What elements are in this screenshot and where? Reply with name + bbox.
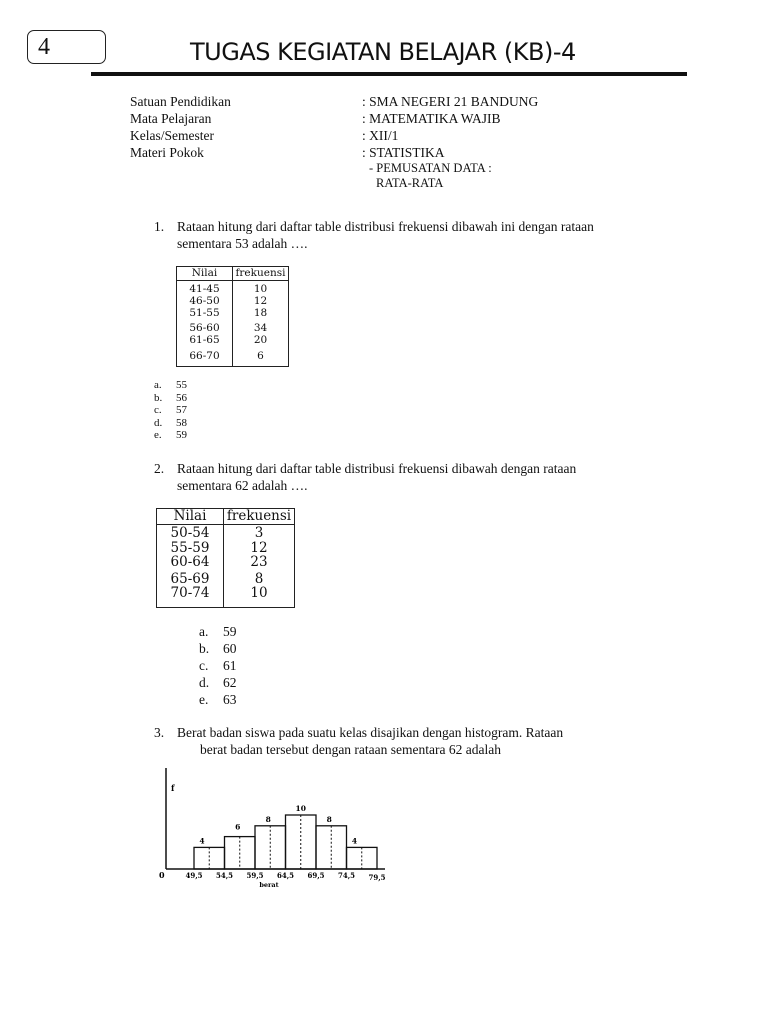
table-cell: 70-74 bbox=[170, 585, 210, 601]
table-cell: 41-45 bbox=[189, 283, 220, 295]
q1-number: 1. bbox=[154, 219, 165, 234]
option-item[interactable]: a. 59 bbox=[199, 624, 237, 639]
q2-number: 2. bbox=[154, 461, 165, 476]
table-cell: 18 bbox=[253, 307, 268, 319]
bar-value-label: 10 bbox=[295, 804, 306, 813]
q2-table bbox=[156, 508, 295, 608]
q2-line: sementara 62 adalah …. bbox=[177, 478, 308, 493]
bar-value-label: 6 bbox=[235, 822, 241, 832]
table-cell: 55-59 bbox=[170, 539, 210, 556]
info-value: : XII/1 bbox=[362, 128, 399, 143]
kb-number: 4 bbox=[38, 34, 50, 60]
x-tick-label: 79,5 bbox=[368, 873, 386, 882]
x-tick-label: 59,5 bbox=[246, 871, 264, 880]
x-tick-label: 49,5 bbox=[185, 871, 203, 880]
option-item[interactable]: b. 60 bbox=[199, 641, 237, 656]
origin-label: 0 bbox=[159, 870, 165, 880]
histogram-bar bbox=[347, 847, 378, 869]
table-cell: 12 bbox=[250, 539, 268, 556]
option-item[interactable]: d. 62 bbox=[199, 675, 237, 690]
q1-text bbox=[177, 218, 594, 252]
page-title: TUGAS KEGIATAN BELAJAR (KB)-4 bbox=[190, 38, 576, 66]
table-cell: 65-69 bbox=[170, 570, 210, 587]
info-value: : SMA NEGERI 21 BANDUNG bbox=[362, 94, 539, 109]
info-labels bbox=[130, 93, 231, 161]
info-subtopic-line: RATA-RATA bbox=[376, 176, 444, 190]
table-header: frekuensi bbox=[233, 267, 289, 281]
q1-table bbox=[176, 266, 289, 367]
table-cell: 60-64 bbox=[170, 554, 210, 570]
table-row bbox=[157, 525, 295, 608]
histogram-bar bbox=[194, 847, 225, 869]
bar-value-label: 4 bbox=[199, 836, 205, 846]
table-cell: 51-55 bbox=[189, 307, 220, 319]
table-cell: 66-70 bbox=[189, 350, 220, 362]
q2-line: Rataan hitung dari daftar table distribusi frekuensi dibawah dengan rataan bbox=[177, 461, 577, 476]
info-values bbox=[362, 93, 538, 161]
q2-text bbox=[177, 460, 576, 494]
title-underline bbox=[91, 72, 687, 76]
x-axis-label: berat bbox=[259, 881, 279, 889]
option-item[interactable]: d. 58 bbox=[154, 416, 187, 429]
bar-value-label: 4 bbox=[351, 836, 358, 846]
table-cell: 10 bbox=[250, 585, 268, 601]
q1-line: Rataan hitung dari daftar table distribusi frekuensi dibawah ini dengan rataan bbox=[177, 219, 594, 234]
option-item[interactable]: e. 63 bbox=[199, 692, 237, 707]
info-value: : STATISTIKA bbox=[362, 145, 445, 160]
bar-value-label: 8 bbox=[265, 814, 271, 824]
x-tick-label: 54,5 bbox=[215, 871, 234, 880]
table-cell: 34 bbox=[253, 322, 268, 334]
table-header: frekuensi bbox=[224, 509, 295, 525]
x-tick-label: 64,5 bbox=[276, 871, 295, 880]
info-label: Materi Pokok bbox=[130, 145, 204, 160]
x-tick-label: 69,5 bbox=[307, 871, 325, 880]
q3-number: 3. bbox=[154, 725, 165, 740]
table-cell: 8 bbox=[254, 570, 264, 587]
info-subtopic-line: - PEMUSATAN DATA : bbox=[369, 161, 492, 175]
table-cell: 61-65 bbox=[189, 334, 220, 346]
q1-options bbox=[154, 379, 187, 442]
table-cell: 10 bbox=[253, 283, 268, 295]
table-cell: 20 bbox=[253, 334, 268, 346]
option-item[interactable]: c. 61 bbox=[199, 658, 237, 673]
q3-line: berat badan tersebut dengan rataan sementara 62 adalah bbox=[200, 742, 501, 757]
table-header: Nilai bbox=[177, 267, 233, 281]
table-cell: 23 bbox=[250, 554, 268, 570]
table-cell: 12 bbox=[253, 295, 268, 307]
table-cell: 50-54 bbox=[170, 525, 210, 541]
table-header: Nilai bbox=[157, 509, 224, 525]
option-item[interactable]: e. 59 bbox=[154, 429, 187, 442]
q3-line: Berat badan siswa pada suatu kelas disajikan dengan histogram. Rataan bbox=[177, 725, 564, 740]
table-cell: 56-60 bbox=[189, 322, 220, 334]
info-label: Kelas/Semester bbox=[130, 128, 214, 143]
info-subtopic bbox=[369, 161, 492, 191]
option-item[interactable]: c. 57 bbox=[154, 404, 187, 417]
bar-value-label: 8 bbox=[326, 814, 332, 824]
table-cell: 6 bbox=[257, 350, 264, 362]
q1-line: sementara 53 adalah …. bbox=[177, 236, 308, 251]
q2-options bbox=[199, 623, 237, 708]
histogram-chart bbox=[150, 762, 400, 897]
table-cell: 46-50 bbox=[189, 295, 220, 307]
x-tick-label: 74,5 bbox=[337, 871, 356, 880]
info-label: Satuan Pendidikan bbox=[130, 94, 231, 109]
y-axis-label: f bbox=[171, 783, 175, 793]
option-item[interactable]: b. 56 bbox=[154, 391, 187, 404]
info-label: Mata Pelajaran bbox=[130, 111, 212, 126]
option-item[interactable]: a. 55 bbox=[154, 379, 187, 391]
table-cell: 3 bbox=[254, 525, 264, 541]
table-row bbox=[177, 281, 289, 367]
info-value: : MATEMATIKA WAJIB bbox=[362, 111, 501, 126]
